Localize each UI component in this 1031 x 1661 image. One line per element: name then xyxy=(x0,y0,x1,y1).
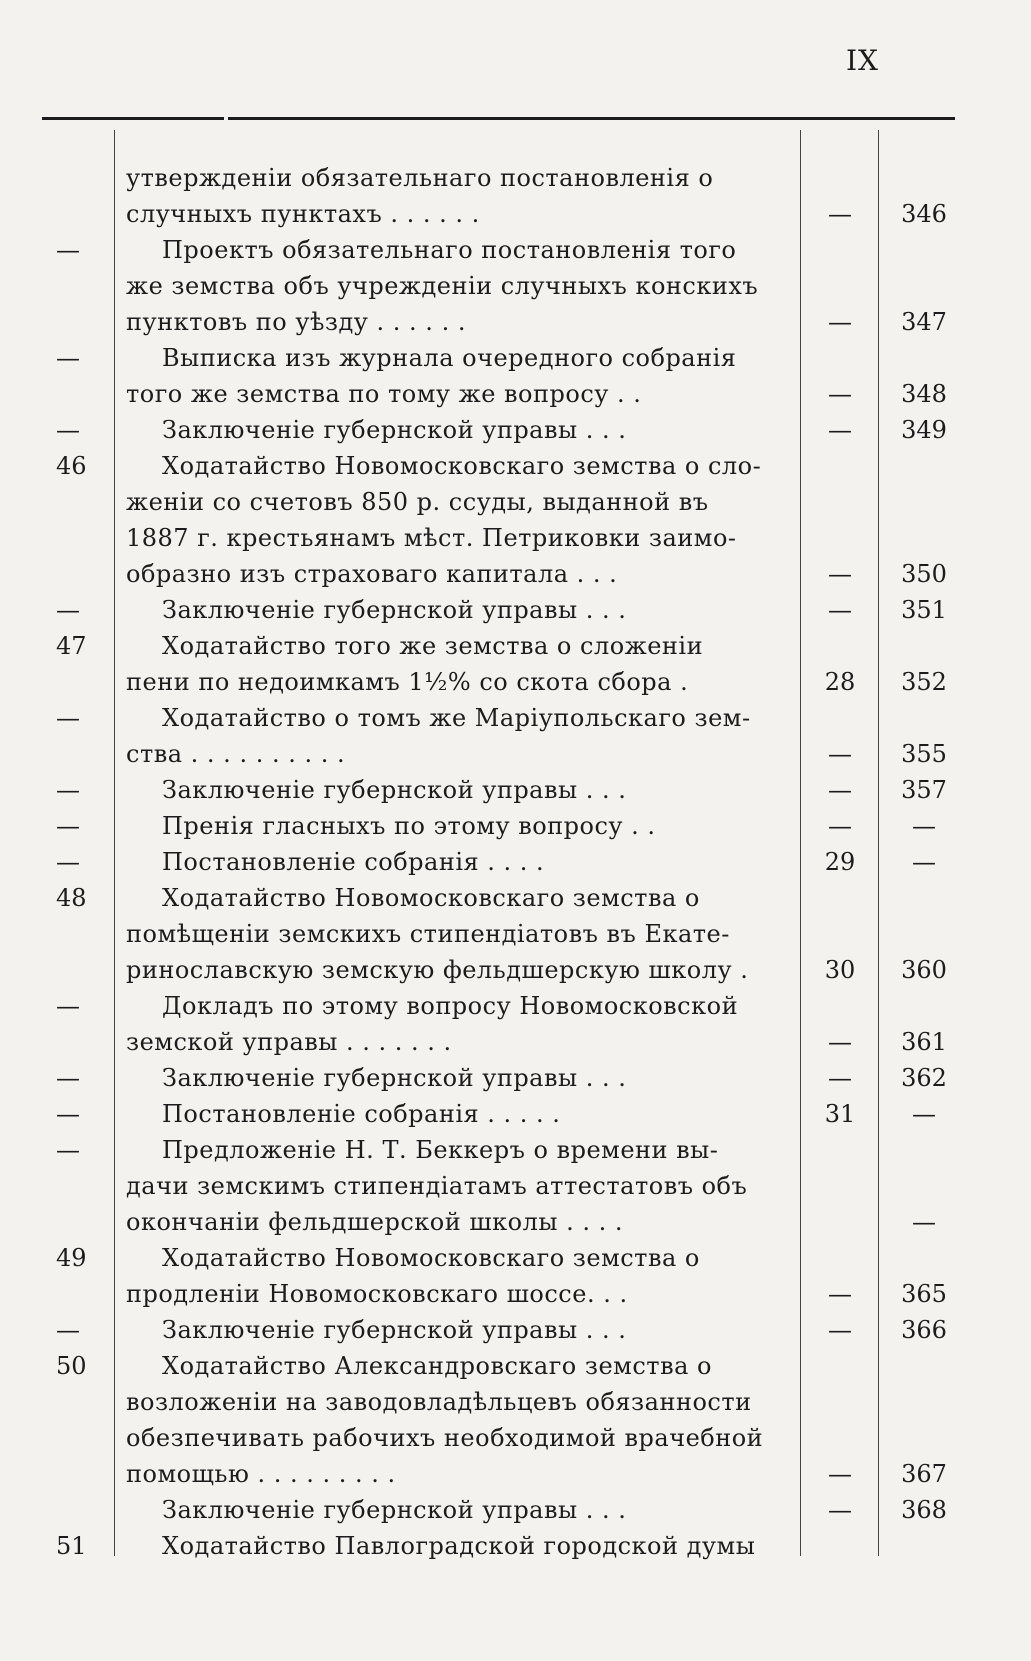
protocol-page: — xyxy=(828,812,852,840)
entry-text: окончаніи фельдшерской школы . . . . xyxy=(126,1208,623,1236)
index-row xyxy=(0,448,1031,484)
entry-text: ринославскую земскую фельдшерскую школу . xyxy=(126,956,749,984)
entry-text: помѣщеніи земскихъ стипендіатовъ въ Екате- xyxy=(126,920,730,948)
protocol-page: — xyxy=(828,1028,852,1056)
item-number: — xyxy=(56,344,80,372)
entry-text: Заключеніе губернской управы . . . xyxy=(162,1496,627,1524)
protocol-page: — xyxy=(828,1280,852,1308)
item-number: — xyxy=(56,992,80,1020)
index-row xyxy=(0,1456,1031,1492)
index-row xyxy=(0,484,1031,520)
index-row xyxy=(0,1096,1031,1132)
index-row xyxy=(0,844,1031,880)
index-row xyxy=(0,1528,1031,1564)
index-row xyxy=(0,520,1031,556)
entry-text: Заключеніе губернской управы . . . xyxy=(162,1064,627,1092)
item-number: — xyxy=(56,416,80,444)
entry-text: женіи со счетовъ 850 р. ссуды, выданной въ xyxy=(126,488,709,516)
index-row xyxy=(0,376,1031,412)
page-number-ref: 361 xyxy=(901,1028,947,1056)
entry-text: пени по недоимкамъ 1½% со скота сбора . xyxy=(126,668,689,696)
entry-text: обезпечивать рабочихъ необходимой врачебной xyxy=(126,1424,764,1452)
index-row xyxy=(0,736,1031,772)
entry-text: помощью . . . . . . . . . xyxy=(126,1460,396,1488)
entry-text: Выписка изъ журнала очередного собранія xyxy=(162,344,737,372)
index-row xyxy=(0,1168,1031,1204)
page-number-ref: 362 xyxy=(901,1064,947,1092)
index-row xyxy=(0,268,1031,304)
page-number-ref: 355 xyxy=(901,740,947,768)
index-row xyxy=(0,808,1031,844)
page-number-ref: 350 xyxy=(901,560,947,588)
entry-text: Ходатайство Новомосковскаго земства о xyxy=(162,884,700,912)
index-row xyxy=(0,232,1031,268)
index-row xyxy=(0,988,1031,1024)
item-number: 51 xyxy=(56,1532,87,1560)
item-number: 46 xyxy=(56,452,87,480)
protocol-page: — xyxy=(828,776,852,804)
protocol-page: 31 xyxy=(824,1100,856,1128)
entry-text: Заключеніе губернской управы . . . xyxy=(162,776,627,804)
page-number-ref: 367 xyxy=(901,1460,947,1488)
item-number: — xyxy=(56,776,80,804)
entry-text: Проектъ обязательнаго постановленія того xyxy=(162,236,737,264)
entry-text: пунктовъ по уѣзду . . . . . . xyxy=(126,308,466,336)
index-row xyxy=(0,1276,1031,1312)
item-number: — xyxy=(56,1064,80,1092)
page-number-ref: — xyxy=(912,812,936,840)
index-row xyxy=(0,304,1031,340)
item-number: — xyxy=(56,596,80,624)
index-row xyxy=(0,556,1031,592)
item-number: 48 xyxy=(56,884,87,912)
index-row xyxy=(0,1312,1031,1348)
protocol-page: 30 xyxy=(824,956,856,984)
entry-text: Ходатайство того же земства о сложеніи xyxy=(162,632,704,660)
index-row xyxy=(0,916,1031,952)
page-number-ref: — xyxy=(912,1100,936,1128)
index-row xyxy=(0,1024,1031,1060)
entry-text: земской управы . . . . . . . xyxy=(126,1028,452,1056)
index-row xyxy=(0,700,1031,736)
entry-text: дачи земскимъ стипендіатамъ аттестатовъ объ xyxy=(126,1172,748,1200)
protocol-page: — xyxy=(828,560,852,588)
entry-text: Заключеніе губернской управы . . . xyxy=(162,416,627,444)
entry-text: Ходатайство Новомосковскаго земства о xyxy=(162,1244,700,1272)
entry-text: Постановленіе собранія . . . . xyxy=(162,848,545,876)
index-row xyxy=(0,628,1031,664)
page-number-ref: 351 xyxy=(901,596,947,624)
entry-text: случныхъ пунктахъ . . . . . . xyxy=(126,200,480,228)
entry-text: утвержденіи обязательнаго постановленія о xyxy=(126,164,714,192)
entry-text: Пренія гласныхъ по этому вопросу . . xyxy=(162,812,656,840)
page-number-ref: — xyxy=(912,848,936,876)
entry-text: ства . . . . . . . . . . xyxy=(126,740,346,768)
index-row xyxy=(0,1240,1031,1276)
index-row xyxy=(0,1204,1031,1240)
entry-text: Докладъ по этому вопросу Новомосковской xyxy=(162,992,739,1020)
page-number-ref: 366 xyxy=(901,1316,947,1344)
page-number-ref: 348 xyxy=(901,380,947,408)
entry-text: Ходатайство Александровскаго земства о xyxy=(162,1352,712,1380)
protocol-page: — xyxy=(828,1460,852,1488)
protocol-page: 29 xyxy=(824,848,856,876)
index-row xyxy=(0,772,1031,808)
protocol-page: — xyxy=(828,380,852,408)
entry-text: Постановленіе собранія . . . . . xyxy=(162,1100,561,1128)
item-number: — xyxy=(56,704,80,732)
entry-text: образно изъ страховаго капитала . . . xyxy=(126,560,618,588)
index-row xyxy=(0,1420,1031,1456)
item-number: 47 xyxy=(56,632,87,660)
entry-text: Предложеніе Н. Т. Беккеръ о времени вы- xyxy=(162,1136,719,1164)
index-row xyxy=(0,340,1031,376)
index-row xyxy=(0,196,1031,232)
index-row xyxy=(0,412,1031,448)
page-number-ref: 360 xyxy=(901,956,947,984)
item-number: — xyxy=(56,848,80,876)
protocol-page: — xyxy=(828,596,852,624)
page-number-ref: 368 xyxy=(901,1496,947,1524)
item-number: — xyxy=(56,812,80,840)
page-number-ref: 357 xyxy=(901,776,947,804)
page-number-ref: 349 xyxy=(901,416,947,444)
item-number: — xyxy=(56,236,80,264)
header-rule-left xyxy=(42,117,224,120)
protocol-page: — xyxy=(828,308,852,336)
entry-text: того же земства по тому же вопросу . . xyxy=(126,380,642,408)
entry-text: же земства объ учрежденіи случныхъ конскихъ xyxy=(126,272,759,300)
entry-text: Ходатайство Новомосковскаго земства о сло- xyxy=(162,452,762,480)
item-number: — xyxy=(56,1100,80,1128)
index-row xyxy=(0,1060,1031,1096)
page-number-ref: 352 xyxy=(901,668,947,696)
index-row xyxy=(0,1132,1031,1168)
protocol-page: — xyxy=(828,1316,852,1344)
page-number-ref: 365 xyxy=(901,1280,947,1308)
page-number-ref: 346 xyxy=(901,200,947,228)
index-row xyxy=(0,1492,1031,1528)
entry-text: продленіи Новомосковскаго шоссе. . . xyxy=(126,1280,628,1308)
entry-text: Заключеніе губернской управы . . . xyxy=(162,596,627,624)
page-number-ref: 347 xyxy=(901,308,947,336)
item-number: — xyxy=(56,1136,80,1164)
entry-text: Ходатайство о томъ же Маріупольскаго зем- xyxy=(162,704,751,732)
index-row xyxy=(0,664,1031,700)
index-row xyxy=(0,1384,1031,1420)
item-number: 49 xyxy=(56,1244,87,1272)
protocol-page: — xyxy=(828,200,852,228)
page-number-ref: — xyxy=(912,1208,936,1236)
index-row xyxy=(0,880,1031,916)
entry-text: 1887 г. крестьянамъ мѣст. Петриковки заимо- xyxy=(126,524,737,552)
item-number: — xyxy=(56,1316,80,1344)
protocol-page: 28 xyxy=(824,668,856,696)
index-row xyxy=(0,952,1031,988)
entry-text: Заключеніе губернской управы . . . xyxy=(162,1316,627,1344)
entry-text: Ходатайство Павлоградской городской думы xyxy=(162,1532,756,1560)
entry-text: возложеніи на заводовладѣльцевъ обязанности xyxy=(126,1388,752,1416)
index-row xyxy=(0,1348,1031,1384)
protocol-page: — xyxy=(828,1064,852,1092)
index-row xyxy=(0,160,1031,196)
index-table xyxy=(0,160,1031,1564)
page-number: IX xyxy=(846,44,879,77)
protocol-page: — xyxy=(828,740,852,768)
protocol-page: — xyxy=(828,416,852,444)
index-row xyxy=(0,592,1031,628)
item-number: 50 xyxy=(56,1352,87,1380)
header-rule-right xyxy=(228,117,955,120)
protocol-page: — xyxy=(828,1496,852,1524)
